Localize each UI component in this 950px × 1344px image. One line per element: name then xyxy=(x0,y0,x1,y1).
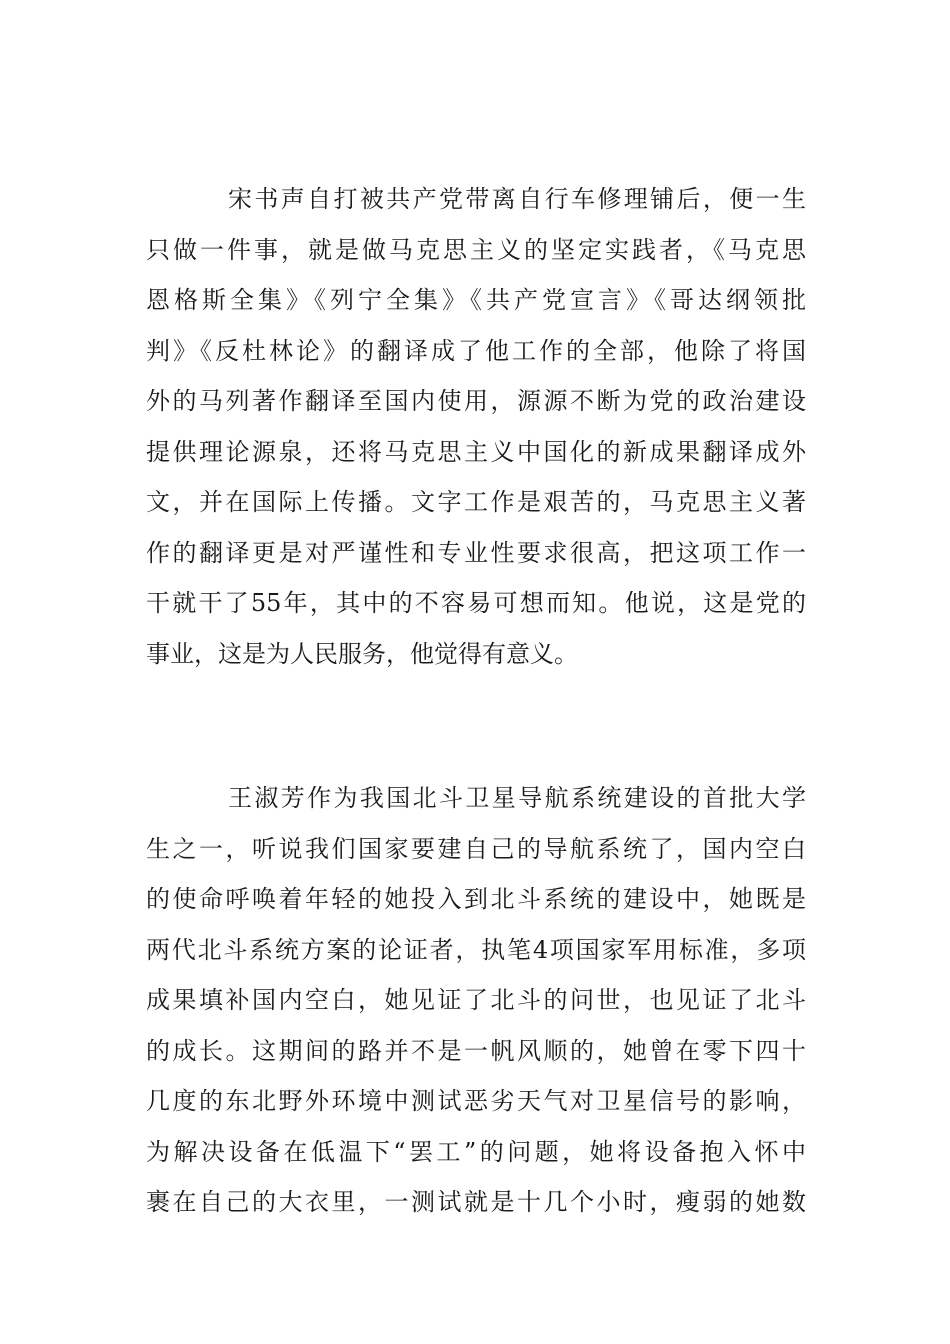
paragraph-line: 为解决设备在低温下“罢工”的问题，她将设备抱入怀中 xyxy=(146,1137,806,1166)
paragraph-line: 事业，这是为人民服务，他觉得有意义。 xyxy=(146,639,578,668)
paragraph-line: 生之一，听说我们国家要建自己的导航系统了，国内空白 xyxy=(146,834,806,863)
paragraph-line: 的使命呼唤着年轻的她投入到北斗系统的建设中，她既是 xyxy=(146,885,806,913)
paragraph-line: 裹在自己的大衣里，一测试就是十几个小时，瘦弱的她数 xyxy=(146,1188,806,1216)
paragraph-line: 几度的东北野外环境中测试恶劣天气对卫星信号的影响， xyxy=(146,1087,806,1115)
paragraph-line: 的成长。这期间的路并不是一帆风顺的，她曾在零下四十 xyxy=(146,1036,806,1065)
paragraph-line: 两代北斗系统方案的论证者，执笔4项国家军用标准，多项 xyxy=(146,935,806,964)
paragraph-line: 成果填补国内空白，她见证了北斗的问世，也见证了北斗 xyxy=(146,986,806,1014)
paragraph-line: 判》《反杜林论》的翻译成了他工作的全部，他除了将国 xyxy=(146,336,806,365)
paragraph-wang-shufang xyxy=(146,773,806,1228)
paragraph-line: 干就干了55年，其中的不容易可想而知。他说，这是党的 xyxy=(146,589,806,617)
paragraph-song-shusheng xyxy=(146,174,806,679)
paragraph-line: 只做一件事，就是做马克思主义的坚定实践者，《马克思 xyxy=(146,235,806,264)
paragraph-line: 文，并在国际上传播。文字工作是艰苦的，马克思主义著 xyxy=(146,488,806,516)
paragraph-line: 提供理论源泉，还将马克思主义中国化的新成果翻译成外 xyxy=(146,437,806,466)
paragraph-line: 宋书声自打被共产党带离自行车修理铺后，便一生 xyxy=(228,185,806,213)
paragraph-line: 外的马列著作翻译至国内使用，源源不断为党的政治建设 xyxy=(146,387,806,415)
paragraph-line: 恩格斯全集》《列宁全集》《共产党宣言》《哥达纲领批 xyxy=(146,286,806,314)
paragraph-line: 作的翻译更是对严谨性和专业性要求很高，把这项工作一 xyxy=(146,538,806,567)
paragraph-line: 王淑芳作为我国北斗卫星导航系统建设的首批大学 xyxy=(228,784,806,812)
